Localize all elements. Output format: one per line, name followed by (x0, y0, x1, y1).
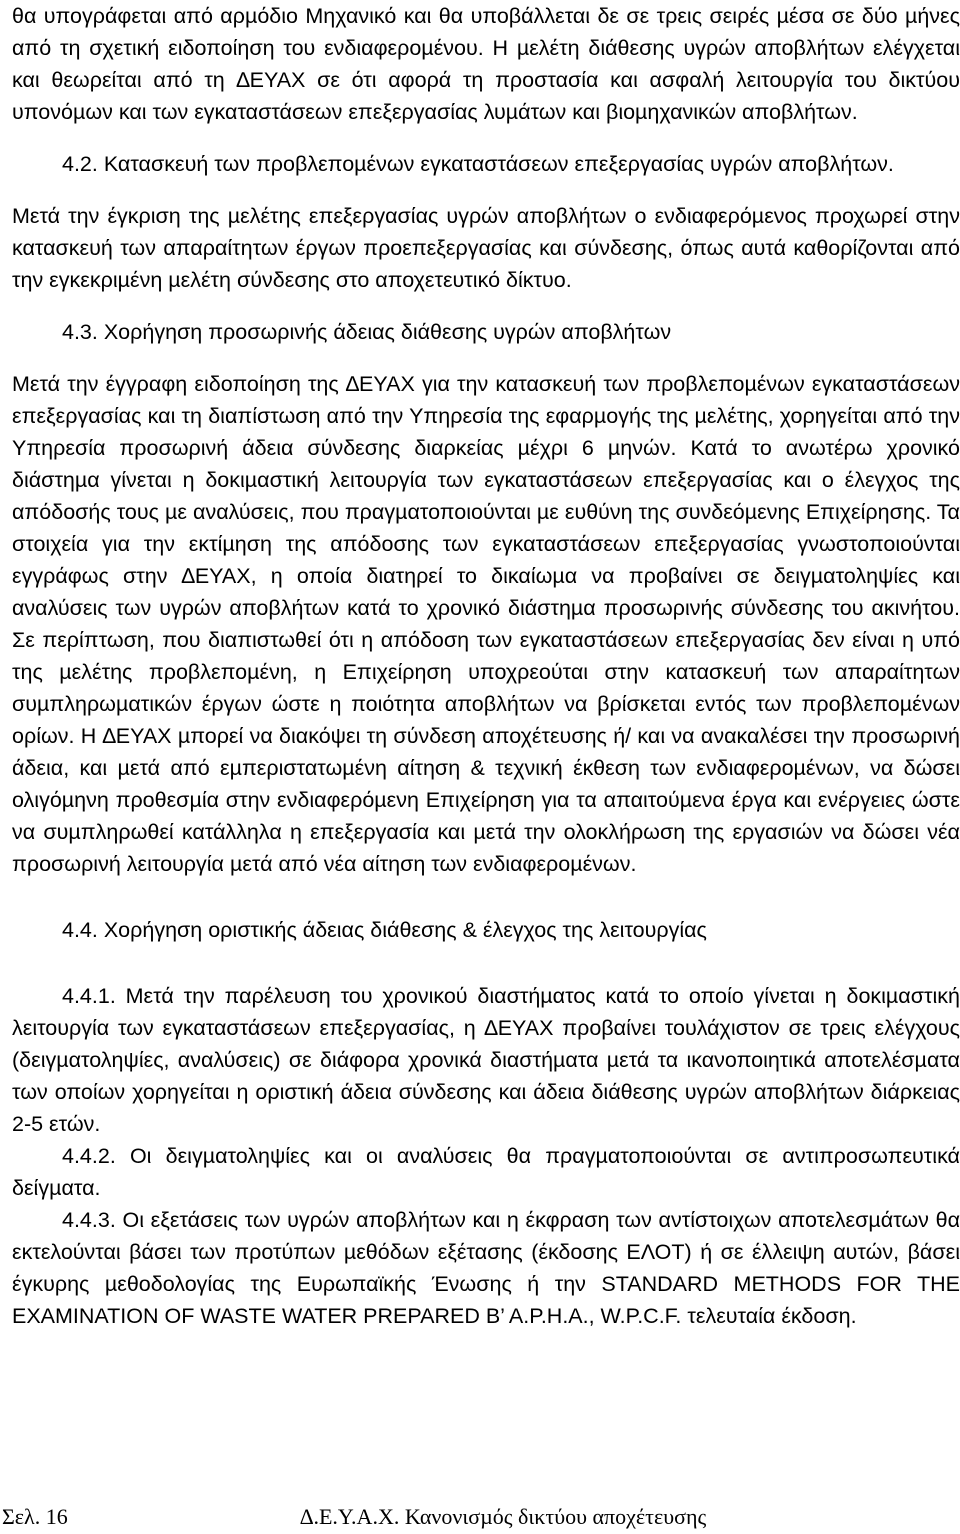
document-body (12, 0, 960, 1332)
section-heading-4-2: 4.2. Κατασκευή των προβλεποµένων εγκαταστάσεων επεξεργασίας υγρών αποβλήτων. (62, 152, 894, 176)
page-footer (0, 1500, 960, 1534)
paragraph-4-4-1: 4.4.1. Μετά την παρέλευση του χρονικού διαστήµατος κατά το οποίο γίνεται η δοκιµαστική λειτουργία των εγκαταστάσεων επεξεργασίας, η ∆ΕΥΑΧ προβαίνει τουλάχιστον σε τρεις ελέγχους (δειγµατοληψίες, αναλύσεις) σε διάφορα χρονικά διαστήµατα µετά τα ικανοποιητικά αποτελέσµατα των οποίων χορηγείται η οριστική άδεια σύνδεσης και άδεια διάθεσης υγρών αποβλήτων διάρκειας 2-5 ετών. (12, 984, 960, 1136)
paragraph-construction: Μετά την έγκριση της µελέτης επεξεργασίας υγρών αποβλήτων ο ενδιαφερόµενος προχωρεί στην κατασκευή των απαραίτητων έργων προεπεξεργασίας και σύνδεσης, όπως αυτά καθορίζονται από την εγκεκριµένη µελέτη σύνδεσης στο αποχετευτικό δίκτυο. (12, 204, 960, 292)
paragraph-continued: θα υπογράφεται από αρµόδιο Μηχανικό και θα υποβάλλεται δε σε τρεις σειρές µέσα σε δύο µήνες από τη σχετική ειδοποίηση του ενδιαφεροµένου. Η µελέτη διάθεσης υγρών αποβλήτων ελέγχεται και θεωρείται από τη ∆ΕΥΑΧ σε ότι αφορά τη προστασία και ασφαλή λειτουργία του δικτύου υπονόµων και των εγκαταστάσεων επεξεργασίας λυµάτων και βιοµηχανικών αποβλήτων. (12, 4, 960, 124)
paragraph-4-4-2: 4.4.2. Οι δειγµατοληψίες και οι αναλύσεις θα πραγµατοποιούνται σε αντιπροσωπευτικά δείγµατα. (12, 1144, 960, 1200)
section-heading-4-4: 4.4. Χορήγηση οριστικής άδειας διάθεσης & έλεγχος της λειτουργίας (62, 918, 707, 942)
paragraph-temporary-permit: Μετά την έγγραφη ειδοποίηση της ∆ΕΥΑΧ για την κατασκευή των προβλεποµένων εγκαταστάσεων επεξεργασίας και τη διαπίστωση από την Υπηρεσία της εφαρµογής της µελέτης, χορηγείται από την Υπηρεσία προσωρινή άδεια σύνδεσης διαρκείας µέχρι 6 µηνών. Κατά το ανωτέρω χρονικό διάστηµα γίνεται η δοκιµαστική λειτουργία των εγκαταστάσεων επεξεργασίας και ο έλεγχος της απόδοσής τους µε αναλύσεις, που πραγµατοποιούνται µε ευθύνη της συνδεόµενης Επιχείρησης. Τα στοιχεία για την εκτίµηση της απόδοσης των εγκαταστάσεων επεξεργασίας γνωστοποιούνται εγγράφως στην ∆ΕΥΑΧ, η οποία διατηρεί το δικαίωµα να προβαίνει σε δειγµατοληψίες και αναλύσεις των υγρών αποβλήτων κατά το χρονικό διάστηµα προσωρινής σύνδεσης του ακινήτου. Σε περίπτωση, που διαπιστωθεί ότι η απόδοση των εγκαταστάσεων επεξεργασίας δεν είναι η υπό της µελέτης προβλεποµένη, η Επιχείρηση υποχρεούται στην κατασκευή των απαραίτητων συµπληρωµατικών έργων ώστε η ποιότητα αποβλήτων να βρίσκεται εντός των προβλεποµένων ορίων. Η ∆ΕΥΑΧ µπορεί να διακόψει τη σύνδεση αποχέτευσης ή/ και να ανακαλέσει την προσωρινή άδεια, και µετά από εµπεριστατωµένη αίτηση & τεχνική έκθεση των ενδιαφεροµένων, να δώσει ολιγόµηνη προθεσµία στην ενδιαφερόµενη Επιχείρηση για τα απαιτούµενα έργα και ενέργειες ώστε να συµπληρωθεί κατάλληλα η επεξεργασία και µετά την ολοκλήρωση της εργασιών να δώσει νέα προσωρινή λειτουργία µετά από νέα αίτηση των ενδιαφεροµένων. (12, 372, 960, 876)
paragraph-4-4-3: 4.4.3. Οι εξετάσεις των υγρών αποβλήτων και η έκφραση των αντίστοιχων αποτελεσµάτων θα εκτελούνται βάσει των προτύπων µεθόδων εξέτασης (έκδοσης ΕΛΟΤ) ή σε έλλειψη αυτών, βάσει έγκυρης µεθοδολογίας της Ευρωπαϊκής Ένωσης ή την STANDARD METHODS FOR THE EXAMINATION OF WASTE WATER PREPARED B’ A.P.H.A., W.P.C.F. τελευταία έκδοση. (12, 1208, 960, 1328)
page-number: Σελ. 16 (2, 1504, 68, 1529)
footer-document-title: ∆.Ε.Υ.Α.Χ. Κανονισµός δικτύου αποχέτευσης (300, 1504, 707, 1529)
section-heading-4-3: 4.3. Χορήγηση προσωρινής άδειας διάθεσης υγρών αποβλήτων (62, 320, 672, 344)
